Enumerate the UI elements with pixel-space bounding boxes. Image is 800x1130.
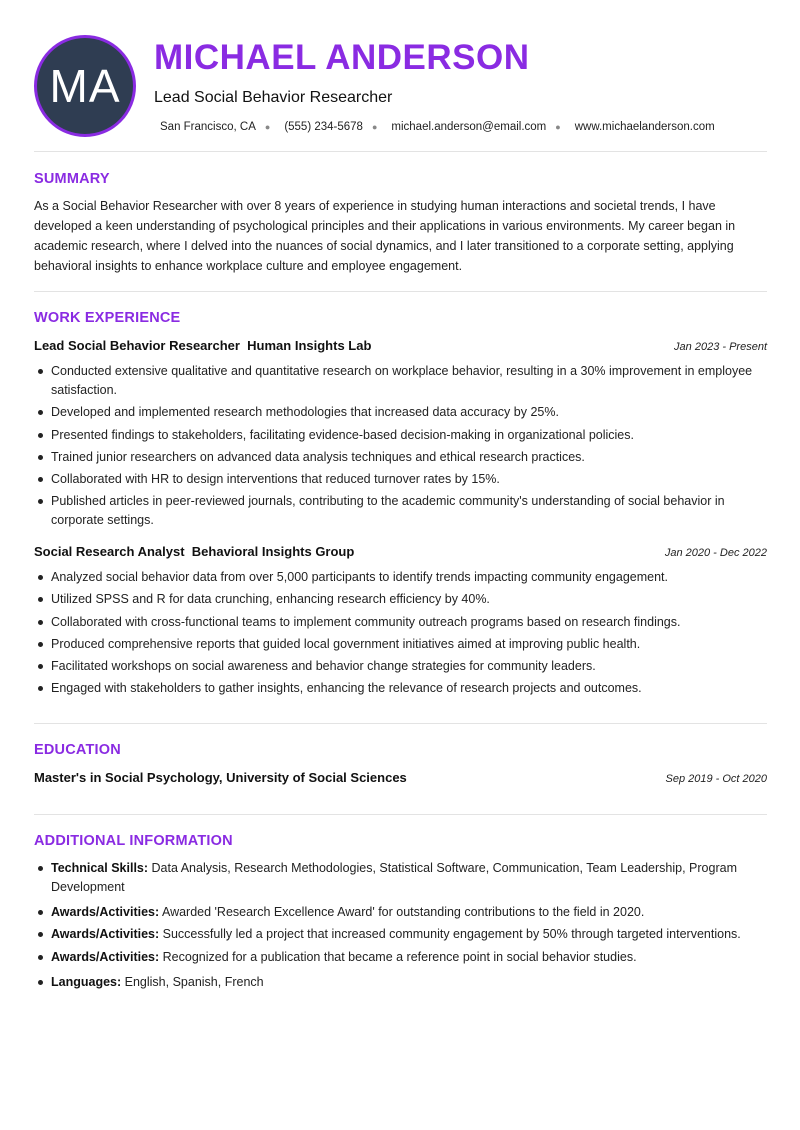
additional-list (34, 859, 767, 995)
job-role: Lead Social Behavior Researcher (34, 338, 240, 353)
job-header (34, 338, 767, 353)
list-item: Published articles in peer-reviewed journals, contributing to the academic community's understanding of social behavior in corporate settings. (34, 492, 767, 530)
summary-text: As a Social Behavior Researcher with over 8 years of experience in studying human interactions and societal trends, I have developed a keen understanding of psychological principles and their applications in various environments. My career began in academic research, where I delved into the nuances of social dynamics, and I later transitioned to a corporate setting, applying behavioral insights to enhance workplace culture and employee engagement. (34, 199, 736, 273)
contact-info (160, 121, 715, 133)
separator-dot-icon: ● (264, 122, 271, 132)
section-heading-additional: ADDITIONAL INFORMATION (34, 833, 233, 849)
job-title-line (34, 338, 371, 353)
item-label: Languages: (51, 974, 122, 989)
education-degree: Master's in Social Psychology, University of Social Sciences (34, 770, 407, 785)
item-text: Recognized for a publication that became a reference point in social behavior studies. (162, 949, 637, 964)
divider (34, 291, 767, 292)
item-label: Awards/Activities: (51, 927, 160, 942)
avatar (34, 35, 136, 137)
item-label: Technical Skills: (51, 861, 149, 875)
job-dates: Jan 2020 - Dec 2022 (664, 547, 767, 559)
item-label: Awards/Activities: (51, 905, 160, 919)
contact-website[interactable]: www.michaelanderson.com (574, 121, 715, 133)
job-dates: Jan 2023 - Present (674, 341, 767, 353)
separator-dot-icon: ● (555, 122, 561, 132)
list-item: Utilized SPSS and R for data crunching, enhancing research efficiency by 40%. (34, 590, 767, 609)
job-bullets (34, 568, 767, 702)
divider (34, 723, 767, 724)
education-entry (34, 770, 767, 785)
contact-phone: (555) 234-5678 (284, 121, 363, 133)
avatar-initials: MA (49, 60, 121, 112)
job-bullets (34, 362, 767, 534)
list-item (34, 948, 767, 967)
separator-dot-icon: ● (371, 122, 378, 132)
list-item (34, 903, 767, 922)
item-label: Awards/Activities: (51, 949, 160, 964)
job-role: Social Research Analyst (34, 544, 185, 559)
item-text: English, Spanish, French (124, 974, 264, 989)
list-item: Engaged with stakeholders to gather insights, enhancing the relevance of research projects and outcomes. (34, 679, 767, 698)
section-heading-education: EDUCATION (34, 742, 121, 758)
item-text: Awarded 'Research Excellence Award' for outstanding contributions to the field in 2020. (161, 905, 645, 919)
item-text: Data Analysis, Research Methodologies, Statistical Software, Communication, Team Leadership, Program Development (51, 861, 737, 894)
contact-email[interactable]: michael.anderson@email.com (391, 121, 547, 133)
education-dates: Sep 2019 - Oct 2020 (665, 773, 767, 785)
list-item: Analyzed social behavior data from over 5,000 participants to identify trends impacting community engagement. (34, 568, 767, 587)
list-item: Produced comprehensive reports that guided local government initiatives aimed at improving public health. (34, 635, 767, 654)
section-heading-experience: WORK EXPERIENCE (34, 310, 181, 326)
divider (34, 814, 767, 815)
candidate-title: Lead Social Behavior Researcher (154, 89, 393, 106)
list-item: Developed and implemented research methodologies that increased data accuracy by 25%. (34, 403, 767, 422)
divider (34, 151, 767, 152)
job-company: Human Insights Lab (247, 338, 372, 353)
list-item: Collaborated with cross-functional teams to implement community outreach programs based on research findings. (34, 613, 767, 632)
job-title-line (34, 544, 354, 559)
candidate-name: MICHAEL ANDERSON (154, 38, 530, 77)
contact-location: San Francisco, CA (160, 121, 256, 133)
job-header (34, 544, 767, 559)
list-item: Conducted extensive qualitative and quantitative research on workplace behavior, resulting in a 30% improvement in employee satisfaction. (34, 362, 767, 400)
list-item: Trained junior researchers on advanced data analysis techniques and ethical research practices. (34, 448, 767, 467)
list-item: Collaborated with HR to design interventions that reduced turnover rates by 15%. (34, 470, 767, 489)
list-item: Presented findings to stakeholders, facilitating evidence-based decision-making in organizational policies. (34, 426, 767, 445)
list-item (34, 925, 767, 944)
list-item (34, 973, 767, 992)
job-company: Behavioral Insights Group (191, 544, 355, 559)
list-item (34, 859, 767, 897)
list-item: Facilitated workshops on social awareness and behavior change strategies for community leaders. (34, 657, 767, 676)
section-heading-summary: SUMMARY (34, 171, 110, 187)
item-text: Successfully led a project that increased community engagement by 50% through targeted interventions. (162, 927, 741, 942)
